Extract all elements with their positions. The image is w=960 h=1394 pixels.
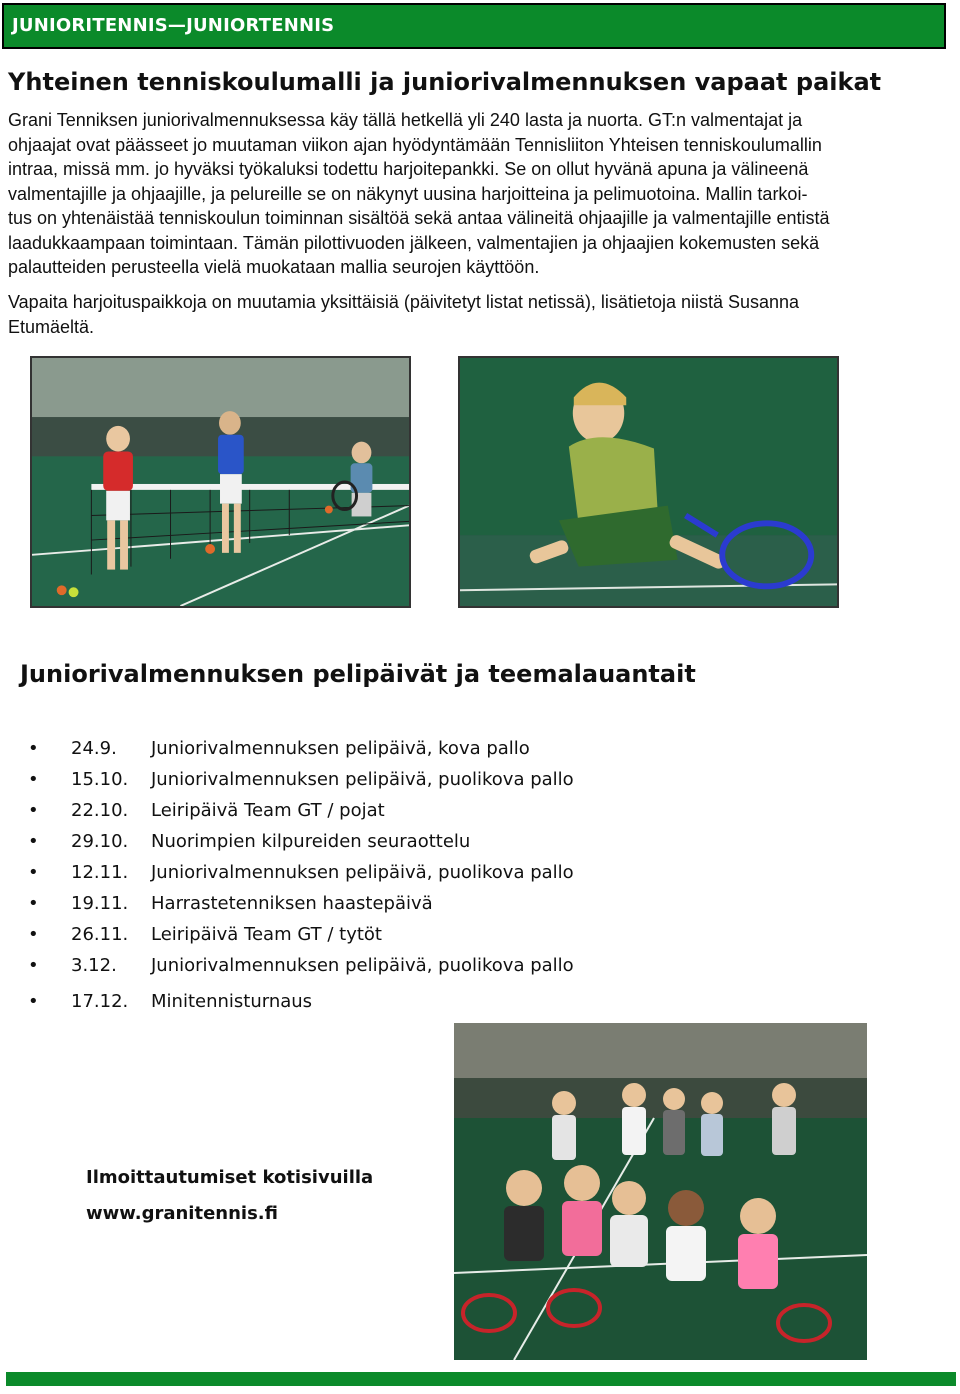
paragraph-line: palautteiden perusteella vielä muokataan mallia seurojen käyttöön. — [8, 257, 540, 277]
event-description: Juniorivalmennuksen pelipäivä, puolikova pallo — [151, 955, 574, 976]
event-date: 12.11. — [71, 862, 129, 883]
paragraph-line: Etumäeltä. — [8, 316, 95, 337]
list-item — [0, 831, 620, 859]
list-item — [0, 769, 620, 797]
list-item — [0, 991, 620, 1019]
event-description: Harrastetenniksen haastepäivä — [151, 893, 433, 914]
bullet-icon: • — [28, 738, 39, 759]
article-paragraph-2 — [8, 290, 938, 339]
list-item — [0, 955, 620, 983]
article-title: Yhteinen tenniskoulumalli ja juniorivalmennuksen vapaat paikat — [8, 68, 882, 96]
list-item — [0, 800, 620, 828]
footer-bar — [6, 1372, 956, 1386]
event-date: 15.10. — [71, 769, 129, 790]
bullet-icon: • — [28, 800, 39, 821]
event-date: 24.9. — [71, 738, 117, 759]
list-item — [0, 738, 620, 766]
event-date: 17.12. — [71, 991, 129, 1012]
events-section-title: Juniorivalmennuksen pelipäivät ja teemalauantait — [20, 660, 696, 688]
paragraph-line: Grani Tenniksen juniorivalmennuksessa käy tällä hetkellä yli 240 lasta ja nuorta. GT:n valmentajat ja — [8, 110, 803, 130]
bullet-icon: • — [28, 893, 39, 914]
bullet-icon: • — [28, 924, 39, 945]
group-of-kids-photo — [454, 1023, 867, 1360]
event-description: Leiripäivä Team GT / pojat — [151, 800, 385, 821]
list-item — [0, 924, 620, 952]
event-date: 3.12. — [71, 955, 117, 976]
bullet-icon: • — [28, 769, 39, 790]
bullet-icon: • — [28, 991, 39, 1012]
bullet-icon: • — [28, 862, 39, 883]
article-paragraph-1 — [8, 108, 938, 280]
event-description: Juniorivalmennuksen pelipäivä, puolikova pallo — [151, 862, 574, 883]
event-description: Nuorimpien kilpureiden seuraottelu — [151, 831, 471, 852]
list-item — [0, 862, 620, 890]
bullet-icon: • — [28, 831, 39, 852]
list-item — [0, 893, 620, 921]
boy-with-racket-photo — [458, 356, 839, 608]
paragraph-line: Vapaita harjoituspaikkoja on muutamia yksittäisiä (päivitetyt listat netissä), lisätietoja niistä Susanna — [8, 292, 800, 312]
paragraph-line: laadukkaampaan toimintaan. Tämän pilottivuoden jälkeen, valmentajien ja ohjaajien kokemusten sekä — [8, 232, 820, 253]
header-label: JUNIORITENNIS—JUNIORTENNIS — [12, 15, 335, 36]
event-description: Minitennisturnaus — [151, 991, 313, 1012]
signup-text: Ilmoittautumiset kotisivuilla — [86, 1167, 374, 1188]
paragraph-line: valmentajille ja ohjaajille, ja pelureille se on näkynyt uusina harjoitteina ja pelimuotoina. Mallin tarkoi- — [8, 183, 808, 204]
header-bar — [2, 3, 946, 49]
bullet-icon: • — [28, 955, 39, 976]
event-description: Juniorivalmennuksen pelipäivä, puolikova pallo — [151, 769, 574, 790]
event-date: 19.11. — [71, 893, 129, 914]
paragraph-line: ohjaajat ovat päässeet jo muutaman viikon ajan hyödyntämään Tennisliiton Yhteisen tenniskoulumallin — [8, 134, 822, 155]
event-description: Juniorivalmennuksen pelipäivä, kova pallo — [151, 738, 530, 759]
event-date: 29.10. — [71, 831, 129, 852]
website-link[interactable]: www.granitennis.fi — [86, 1203, 278, 1224]
event-description: Leiripäivä Team GT / tytöt — [151, 924, 382, 945]
paragraph-line: tus on yhtenäistää tenniskoulun toiminnan sisältöä sekä antaa välineitä ohjaajille ja valmentajille entistä — [8, 208, 830, 228]
event-date: 26.11. — [71, 924, 129, 945]
paragraph-line: intraa, missä mm. jo hyväksi työkaluksi todettu harjoitepankki. Se on ollut hyvänä apuna ja välineenä — [8, 159, 809, 179]
kids-training-photo — [30, 356, 411, 608]
event-date: 22.10. — [71, 800, 129, 821]
